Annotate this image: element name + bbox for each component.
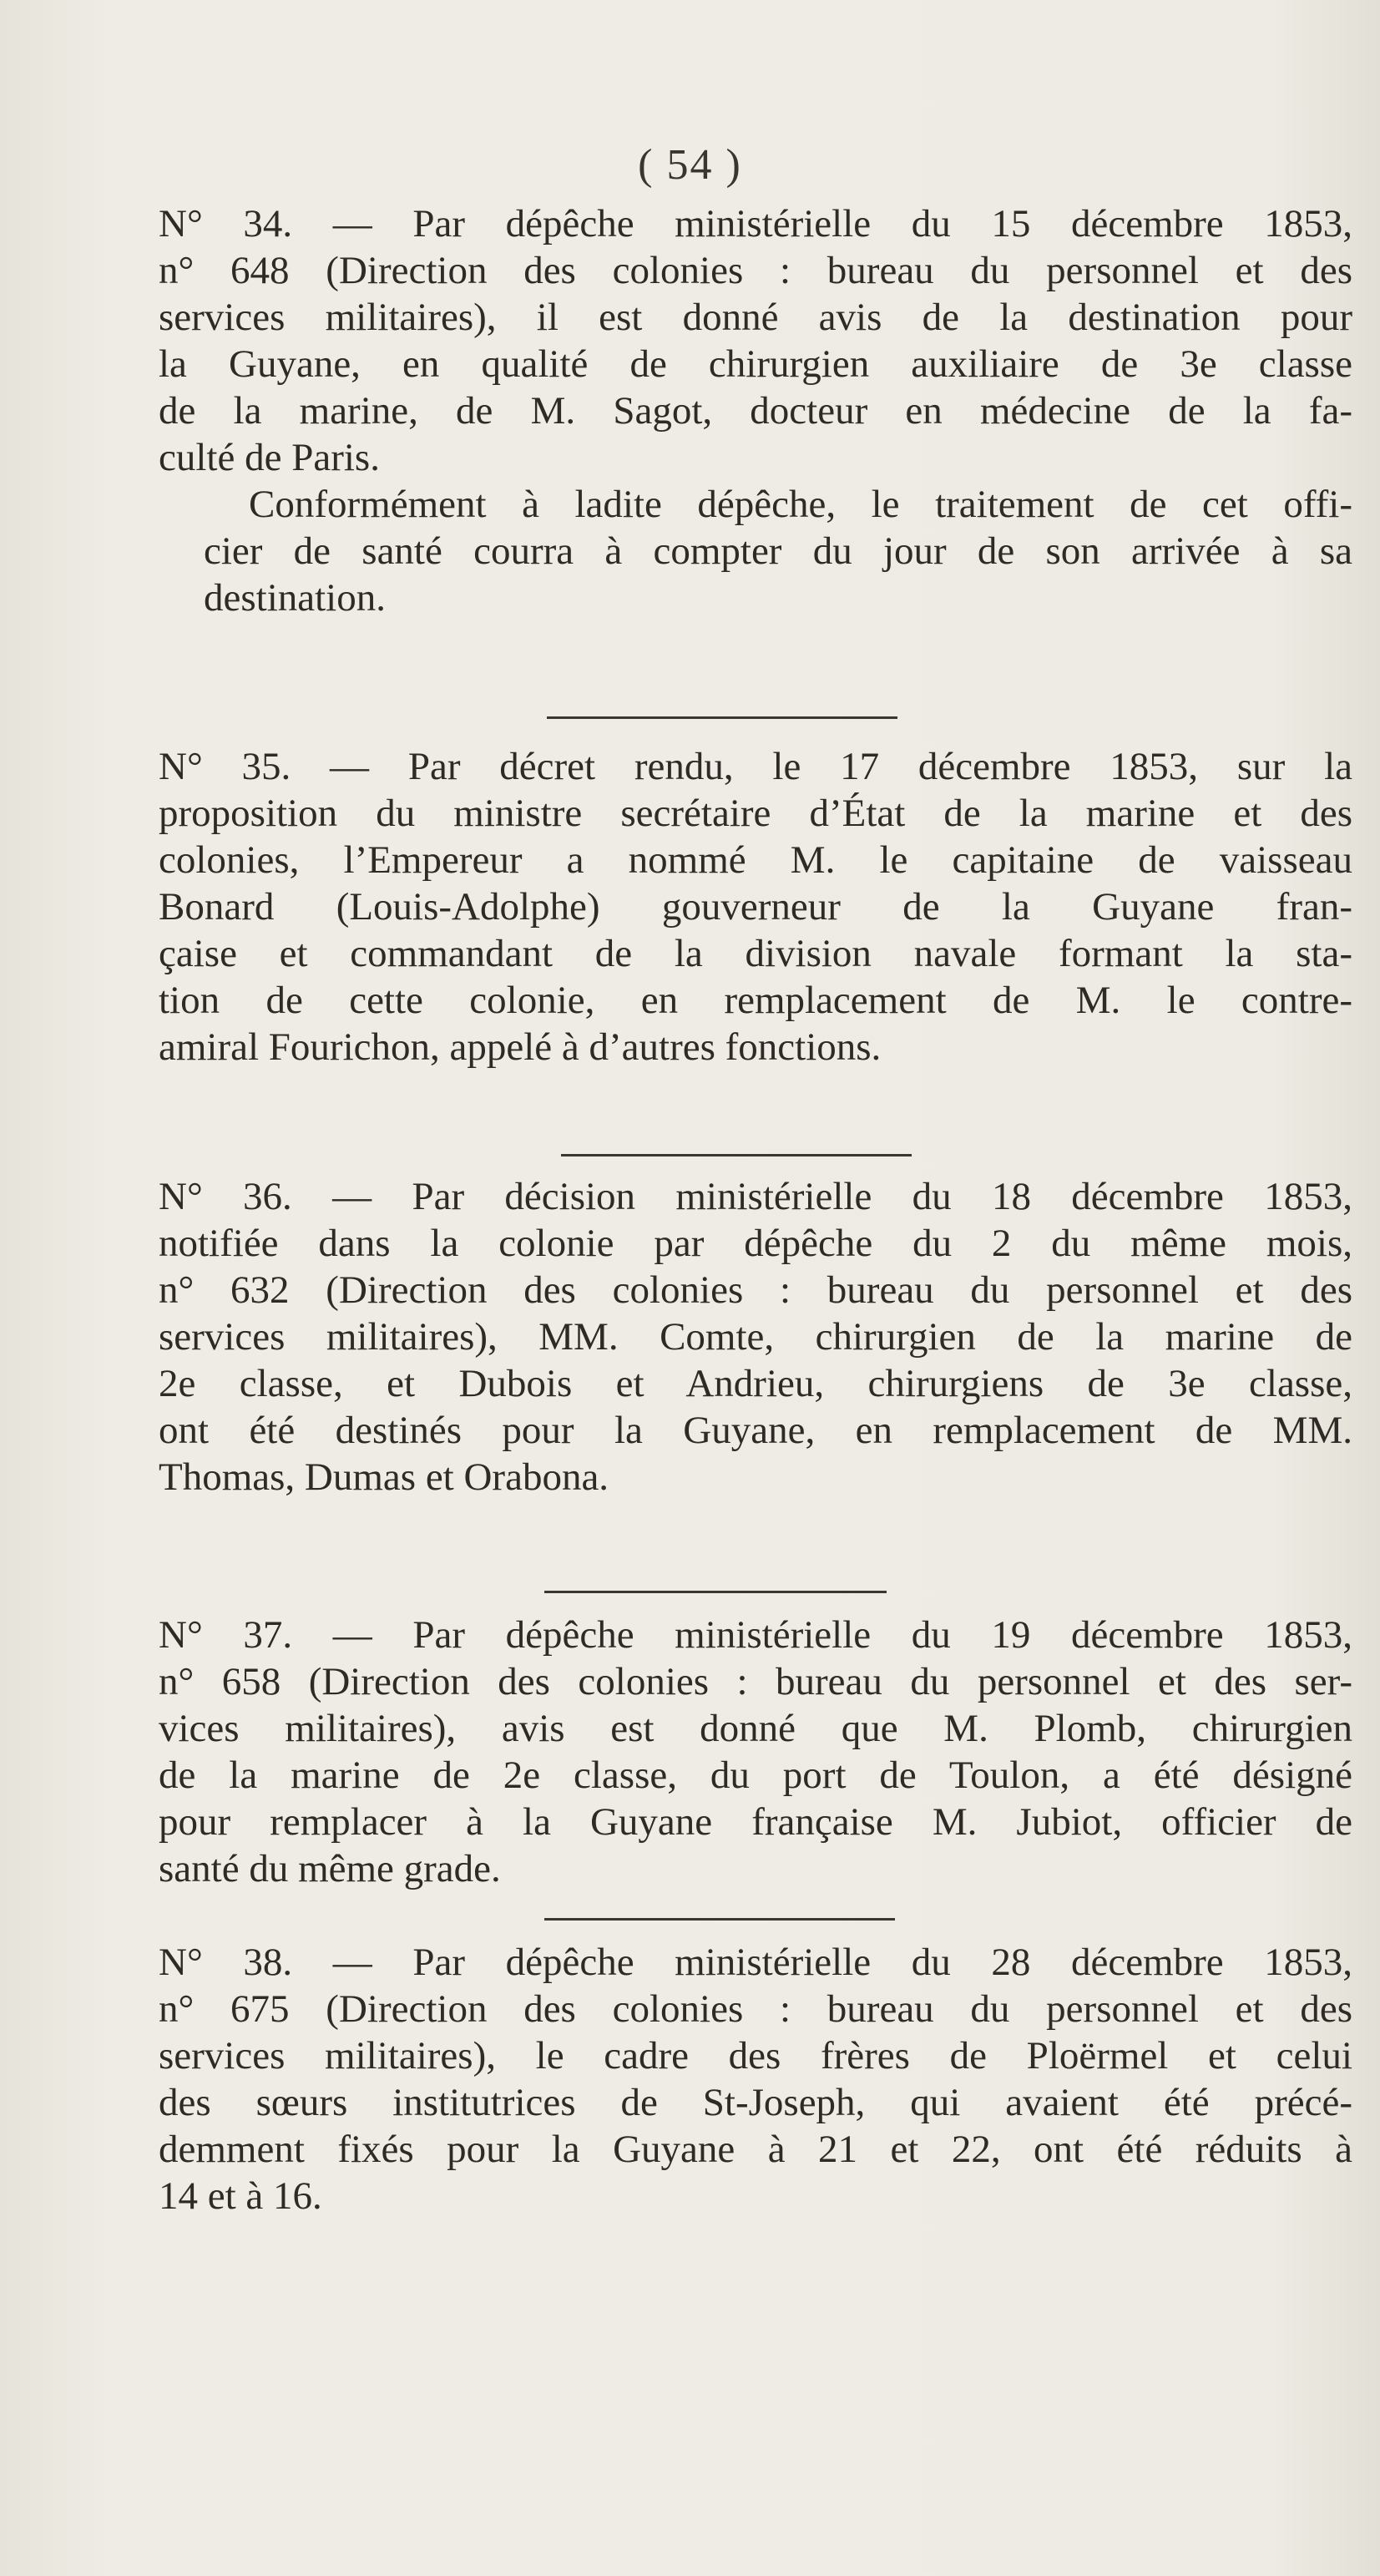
text-line: n° 648 (Direction des colonies : bureau du personnel et des [159,249,1352,292]
text-line: services militaires), le cadre des frères de Ploërmel et celui [159,2034,1352,2078]
entry-34-paragraph [159,200,1352,481]
text-line: pour remplacer à la Guyane française M. Jubiot, officier de [159,1800,1352,1844]
entry-38-paragraph [159,1939,1352,2219]
text-line: demment fixés pour la Guyane à 21 et 22, ont été réduits à [159,2128,1352,2171]
text-line: services militaires), il est donné avis de la destination pour [159,296,1352,339]
text-line: des sœurs institutrices de St-Joseph, qui avaient été précé- [159,2081,1352,2124]
text-line: n° 675 (Direction des colonies : bureau du personnel et des [159,1987,1352,2031]
text-line: Conformément à ladite dépêche, le traitement de cet offi- [249,483,1352,526]
text-line: santé du même grade. [159,1847,501,1890]
text-line: notifiée dans la colonie par dépêche du 2 du même mois, [159,1222,1352,1265]
text-line: N° 35. — Par décret rendu, le 17 décembre 1853, sur la [159,745,1352,788]
entry-35-paragraph [159,743,1352,1070]
section-divider [561,1154,912,1156]
entry-37-paragraph [159,1612,1352,1892]
text-line: culté de Paris. [159,436,380,479]
text-line: la Guyane, en qualité de chirurgien auxiliaire de 3e classe [159,342,1352,386]
text-line: de la marine, de M. Sagot, docteur en médecine de la fa- [159,389,1352,433]
text-line: cier de santé courra à compter du jour de son arrivée à sa [204,529,1352,573]
text-line: çaise et commandant de la division navale formant la sta- [159,932,1352,975]
text-line: Thomas, Dumas et Orabona. [159,1455,609,1499]
text-line: proposition du ministre secrétaire d’État de la marine et des [159,792,1352,835]
text-line: N° 38. — Par dépêche ministérielle du 28 décembre 1853, [159,1941,1352,1984]
text-line: N° 34. — Par dépêche ministérielle du 15 décembre 1853, [159,202,1352,245]
text-line: Bonard (Louis-Adolphe) gouverneur de la Guyane fran- [159,885,1352,929]
text-line: de la marine de 2e classe, du port de Toulon, a été désigné [159,1754,1352,1797]
text-line: tion de cette colonie, en remplacement de M. le contre- [159,979,1352,1022]
text-line: n° 658 (Direction des colonies : bureau du personnel et des ser- [159,1660,1352,1703]
text-line: vices militaires), avis est donné que M. Plomb, chirurgien [159,1707,1352,1750]
text-line: colonies, l’Empereur a nommé M. le capitaine de vaisseau [159,838,1352,882]
text-line: N° 37. — Par dépêche ministérielle du 19 décembre 1853, [159,1613,1352,1657]
section-divider [544,1591,887,1593]
page-number: ( 54 ) [638,141,742,189]
section-divider [547,716,897,719]
text-line: 2e classe, et Dubois et Andrieu, chirurgiens de 3e classe, [159,1362,1352,1405]
text-line: N° 36. — Par décision ministérielle du 18 décembre 1853, [159,1175,1352,1218]
entry-34 [159,200,1352,621]
text-line: ont été destinés pour la Guyane, en remplacement de MM. [159,1409,1352,1452]
section-divider [544,1918,895,1921]
entry-37 [159,1612,1352,1892]
entry-38 [159,1939,1352,2219]
text-line: destination. [204,576,386,620]
entry-36-paragraph [159,1173,1352,1501]
text-line: services militaires), MM. Comte, chirurgien de la marine de [159,1315,1352,1359]
entry-36 [159,1173,1352,1501]
entry-35 [159,743,1352,1070]
text-line: 14 et à 16. [159,2174,322,2218]
text-line: amiral Fourichon, appelé à d’autres fonctions. [159,1025,882,1069]
entry-34-paragraph-2 [159,481,1352,621]
text-line: n° 632 (Direction des colonies : bureau du personnel et des [159,1268,1352,1312]
